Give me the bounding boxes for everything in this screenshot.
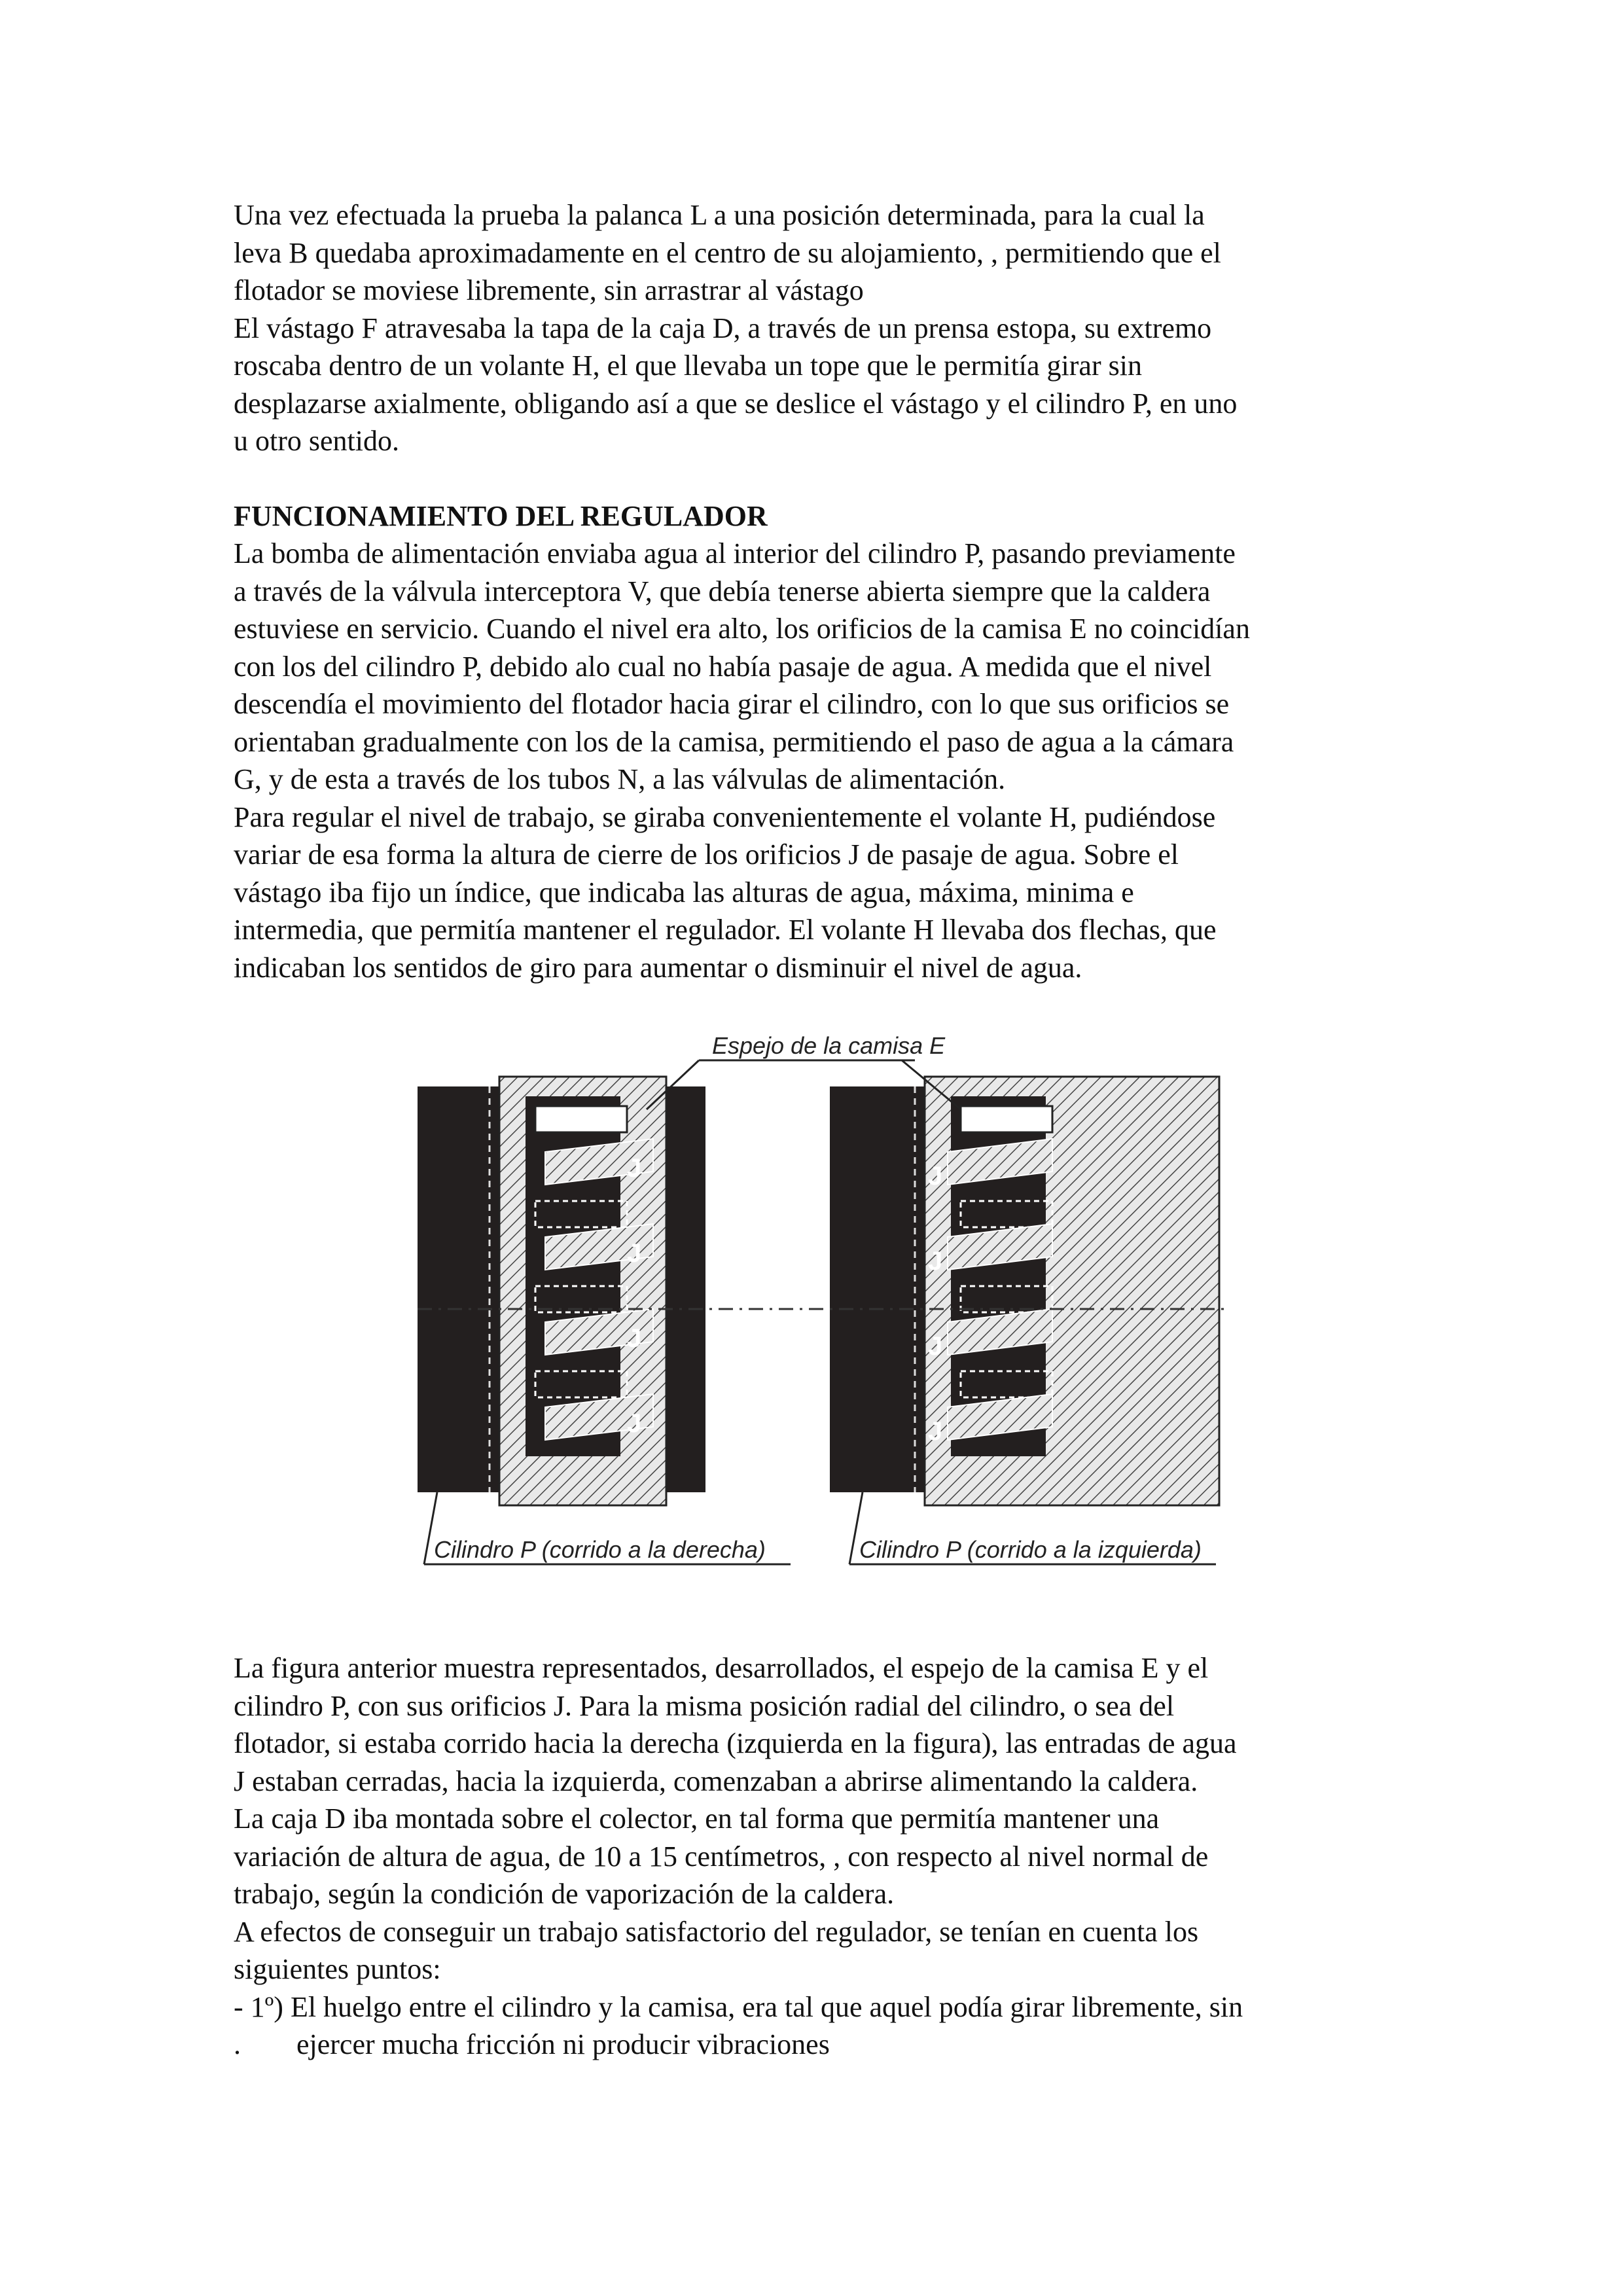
text-line: u otro sentido. — [234, 425, 399, 457]
figure-right-caption: Cilindro P (corrido a la izquierda) — [859, 1536, 1202, 1563]
text-line: Para regular el nivel de trabajo, se giraba convenientemente el volante H, pudiéndose — [234, 800, 1216, 833]
text-line: estuviese en servicio. Cuando el nivel era alto, los orificios de la camisa E no coincidían — [234, 613, 1250, 645]
text-line: trabajo, según la condición de vaporización de la caldera. — [234, 1878, 895, 1910]
text-line: La caja D iba montada sobre el colector, en tal forma que permitía mantener una — [234, 1803, 1160, 1835]
text-line: Una vez efectuada la prueba la palanca L a una posición determinada, para la cual la — [234, 199, 1205, 231]
orifice-label: J — [627, 1239, 642, 1268]
orifice-label: J — [627, 1409, 642, 1438]
after-figure-content — [234, 1649, 1399, 2064]
funcionamiento-paragraph — [234, 535, 1399, 986]
orifice-label: J — [928, 1417, 943, 1446]
text-line: El vástago F atravesaba la tapa de la caja D, a través de un prensa estopa, su extremo — [234, 312, 1212, 344]
text-line: intermedia, que permitía mantener el regulador. El volante H llevaba dos flechas, que — [234, 914, 1217, 946]
orifice-label: J — [627, 1154, 642, 1183]
text-line: a través de la válvula interceptora V, que debía tenerse abierta siempre que la caldera — [234, 575, 1211, 607]
list-item-1-line-2 — [234, 2026, 1399, 2064]
orifice-label: J — [928, 1247, 943, 1276]
text-line: siguientes puntos: — [234, 1953, 441, 1985]
text-line: vástago iba fijo un índice, que indicaba las alturas de agua, máxima, minima e — [234, 876, 1134, 908]
page-content — [234, 196, 1399, 986]
text-line: indicaban los sentidos de giro para aumentar o disminuir el nivel de agua. — [234, 951, 1082, 984]
list-item-1-line-1: - 1º) El huelgo entre el cilindro y la camisa, era tal que aquel podía girar libremente, sin — [234, 1990, 1243, 2023]
text-line: leva B quedaba aproximadamente en el centro de su alojamiento, , permitiendo que el — [234, 236, 1221, 269]
text-line: orientaban gradualmente con los de la camisa, permitiendo el paso de agua a la cámara — [234, 725, 1234, 758]
text-line: A efectos de conseguir un trabajo satisfactorio del regulador, se tenían en cuenta los — [234, 1915, 1199, 1948]
figure-top-label: Espejo de la camisa E — [712, 1032, 946, 1059]
list-item-1-text: ejercer mucha fricción ni producir vibraciones — [296, 2028, 830, 2060]
right-panel — [830, 1077, 1219, 1564]
orifice-label: J — [928, 1162, 943, 1191]
text-line: La figura anterior muestra representados, desarrollados, el espejo de la camisa E y el — [234, 1652, 1209, 1684]
section-heading: FUNCIONAMIENTO DEL REGULADOR — [234, 499, 768, 532]
orifice-label: J — [627, 1324, 642, 1353]
text-line: flotador, si estaba corrido hacia la derecha (izquierda en la figura), las entradas de agua — [234, 1727, 1237, 1759]
text-line: con los del cilindro P, debido alo cual no había pasaje de agua. A medida que el nivel — [234, 650, 1212, 683]
text-line: J estaban cerradas, hacia la izquierda, comenzaban a abrirse alimentando la caldera. — [234, 1765, 1198, 1797]
text-line: variar de esa forma la altura de cierre de los orificios J de pasaje de agua. Sobre el — [234, 838, 1179, 870]
text-line: La bomba de alimentación enviaba agua al interior del cilindro P, pasando previamente — [234, 537, 1236, 569]
text-line: desplazarse axialmente, obligando así a que se deslice el vástago y el cilindro P, en uno — [234, 387, 1238, 420]
intro-paragraph — [234, 196, 1399, 460]
orifice-label: J — [928, 1332, 943, 1361]
text-line: descendía el movimiento del flotador hacia girar el cilindro, con lo que sus orificios se — [234, 688, 1230, 720]
figure-left-caption: Cilindro P (corrido a la derecha) — [434, 1536, 766, 1563]
text-line: variación de altura de agua, de 10 a 15 centímetros, , con respecto al nivel normal de — [234, 1840, 1209, 1873]
after-paragraph — [234, 1649, 1399, 2064]
regulator-figure — [404, 1021, 1242, 1610]
text-line: flotador se moviese libremente, sin arrastrar al vástago — [234, 274, 864, 306]
text-line: roscaba dentro de un volante H, el que llevaba un tope que le permitía girar sin — [234, 350, 1142, 382]
figure-drawing — [404, 1021, 1242, 1610]
text-line: cilindro P, con sus orificios J. Para la misma posición radial del cilindro, o sea del — [234, 1689, 1175, 1722]
list-marker: . — [234, 2028, 241, 2060]
text-line: G, y de esta a través de los tubos N, a las válvulas de alimentación. — [234, 763, 1006, 795]
